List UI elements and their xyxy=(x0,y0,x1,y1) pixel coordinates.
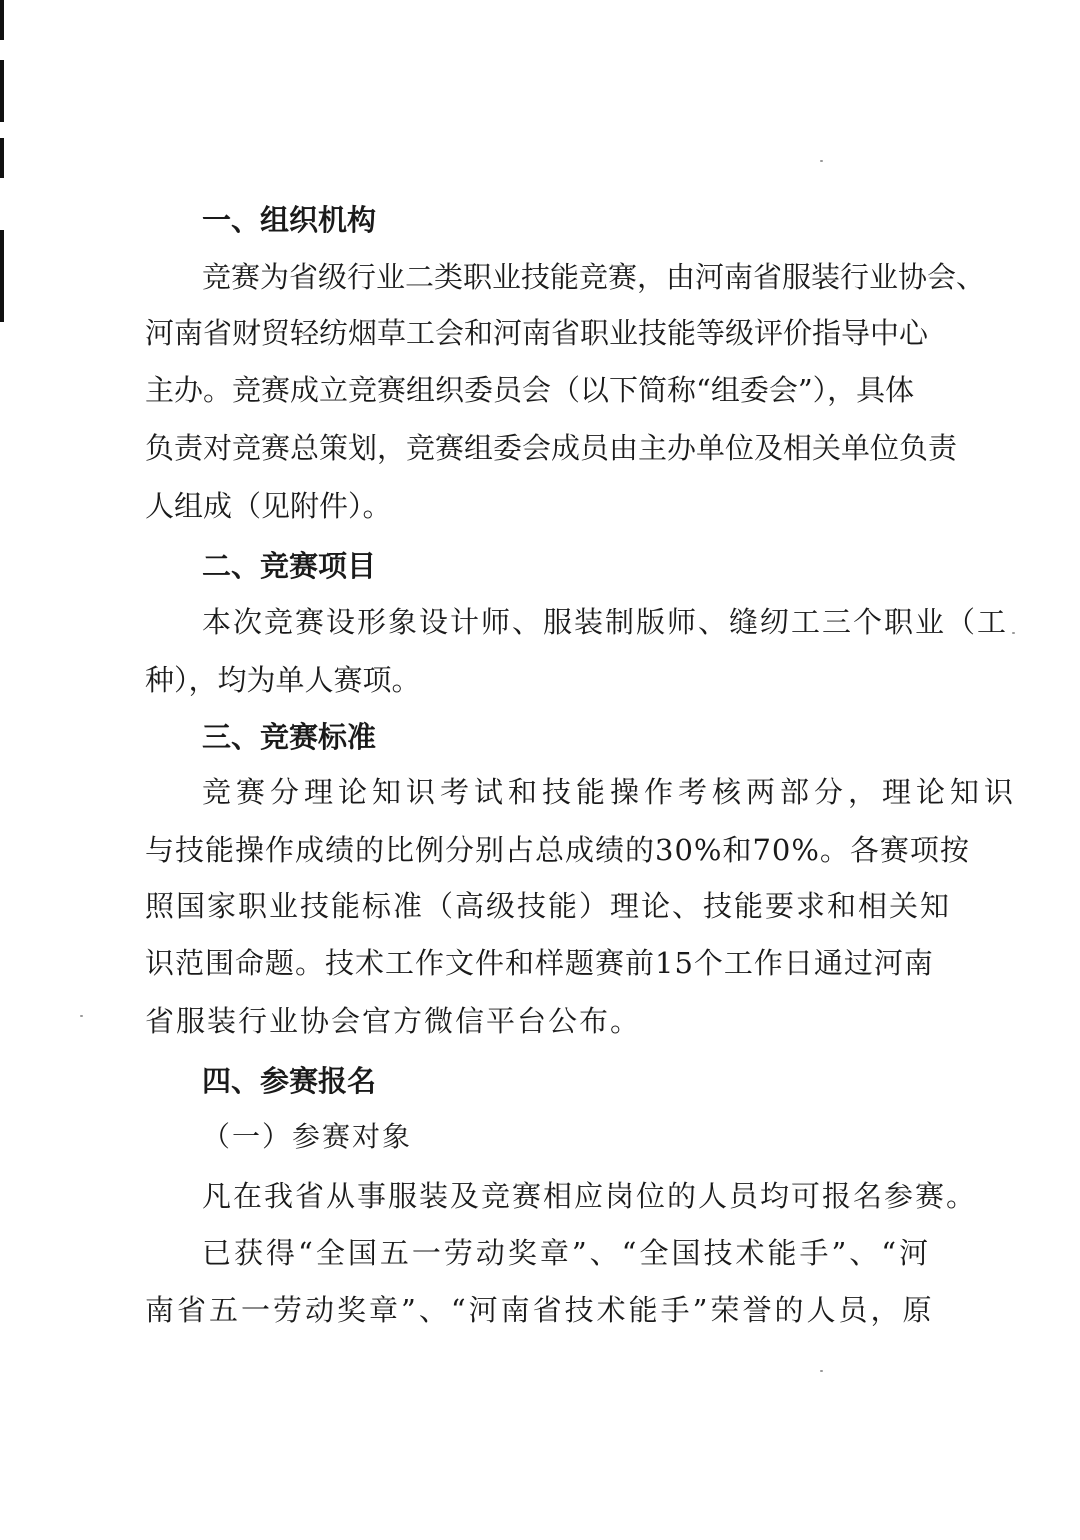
paragraph-line: 省服装行业协会官方微信平台公布。 xyxy=(145,1004,642,1038)
section-heading: 四、参赛报名 xyxy=(202,1064,377,1098)
paragraph-line: 凡在我省从事服装及竞赛相应岗位的人员均可报名参赛。 xyxy=(202,1179,978,1213)
paragraph-line: 与技能操作成绩的比例分别占总成绩的30%和70%。各赛项按 xyxy=(145,833,970,867)
scan-speck xyxy=(80,1015,83,1017)
scan-edge-mark xyxy=(0,230,4,322)
subsection-heading: （一）参赛对象 xyxy=(202,1120,413,1153)
paragraph-line: 人组成（见附件）。 xyxy=(145,489,392,523)
paragraph-line: 竞赛为省级行业二类职业技能竞赛，由河南省服装行业协会、 xyxy=(202,260,986,294)
paragraph-line: 已获得“全国五一劳动奖章”、“全国技术能手”、“河 xyxy=(202,1236,932,1270)
paragraph-line: 种），均为单人赛项。 xyxy=(145,663,421,697)
paragraph-line: 河南省财贸轻纺烟草工会和河南省职业技能等级评价指导中心 xyxy=(145,316,929,350)
scan-speck xyxy=(820,1370,823,1372)
section-heading: 三、竞赛标准 xyxy=(202,720,377,754)
section-heading: 一、组织机构 xyxy=(202,203,377,237)
section-heading: 二、竞赛项目 xyxy=(202,549,377,583)
paragraph-line: 本次竞赛设形象设计师、服装制版师、缝纫工三个职业（工 xyxy=(202,605,1009,639)
paragraph-line: 负责对竞赛总策划，竞赛组委会成员由主办单位及相关单位负责 xyxy=(145,431,958,465)
paragraph-line: 主办。竞赛成立竞赛组织委员会（以下简称“组委会”），具体 xyxy=(145,373,915,407)
scan-edge-mark xyxy=(0,0,4,40)
scan-edge-mark xyxy=(0,138,4,178)
paragraph-line: 照国家职业技能标准（高级技能）理论、技能要求和相关知 xyxy=(145,889,952,923)
paragraph-line: 识范围命题。技术工作文件和样题赛前15个工作日通过河南 xyxy=(145,946,934,980)
scan-speck xyxy=(820,160,823,162)
scan-speck xyxy=(1012,632,1015,634)
scan-edge-mark xyxy=(0,60,4,122)
paragraph-line: 南省五一劳动奖章”、“河南省技术能手”荣誉的人员，原 xyxy=(145,1293,935,1327)
paragraph-line: 竞赛分理论知识考试和技能操作考核两部分，理论知识 xyxy=(202,775,1019,809)
